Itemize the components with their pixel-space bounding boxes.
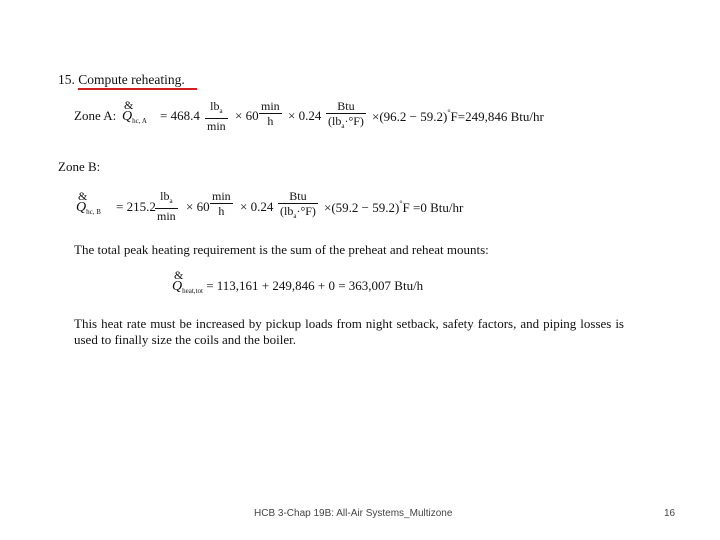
zone-b-times-cp: × 0.24 [240, 199, 274, 214]
closing-paragraph: This heat rate must be increased by pickup loads from night setback, safety factors, and piping losses is used to finally size the coils and the boiler. [74, 316, 624, 347]
zone-b-fraction-mass: $lb_a$ min [157, 189, 176, 223]
zone-a-times-60: × 60 [235, 108, 259, 123]
zone-b-temp-diff: ×(59.2 − 59.2)°F =0 Btu/hr [324, 199, 464, 215]
zone-a-label: Zone A: [74, 108, 117, 123]
total-heat-equation: & $Q_{heat,tot} = 113,161 + 249,846 + 0 = 363,007$ Btu/h [172, 268, 424, 295]
page-number: 16 [664, 508, 676, 519]
zone-b-flow-value: = 215.2 [116, 199, 156, 214]
zone-b-fraction-cp-units: Btu $(lb_a\cdot^\circ F)$ [278, 190, 318, 223]
heading-underline [78, 88, 197, 90]
zone-a-fraction-mass: $lb_a$ min [207, 99, 226, 133]
zone-a-temp-diff: ×(96.2 − 59.2)°F=249,846 Btu/hr [372, 108, 544, 124]
zone-a-fraction-cp-units: Btu $(lb_a\cdot^\circ F)$ [326, 100, 366, 133]
zone-b-times-60: × 60 [186, 199, 210, 214]
zone-a-q-symbol: & $Q_{hc, A}$ [122, 98, 147, 125]
zone-b-label: Zone B: [58, 159, 101, 174]
footer-course-title: HCB 3-Chap 19B: All-Air Systems_Multizone [254, 508, 453, 519]
total-intro-text: The total peak heating requirement is the sum of the preheat and reheat mounts: [74, 242, 489, 257]
section-heading: 15. Compute reheating. [58, 72, 185, 87]
zone-b-fraction-time: min h [212, 189, 231, 218]
zone-b-q-symbol: & $Q_{hc, B}$ [76, 189, 101, 216]
zone-a-times-cp: × 0.24 [288, 108, 322, 123]
zone-a-flow-value: = 468.4 [160, 108, 200, 123]
zone-a-fraction-time: min h [261, 99, 280, 128]
